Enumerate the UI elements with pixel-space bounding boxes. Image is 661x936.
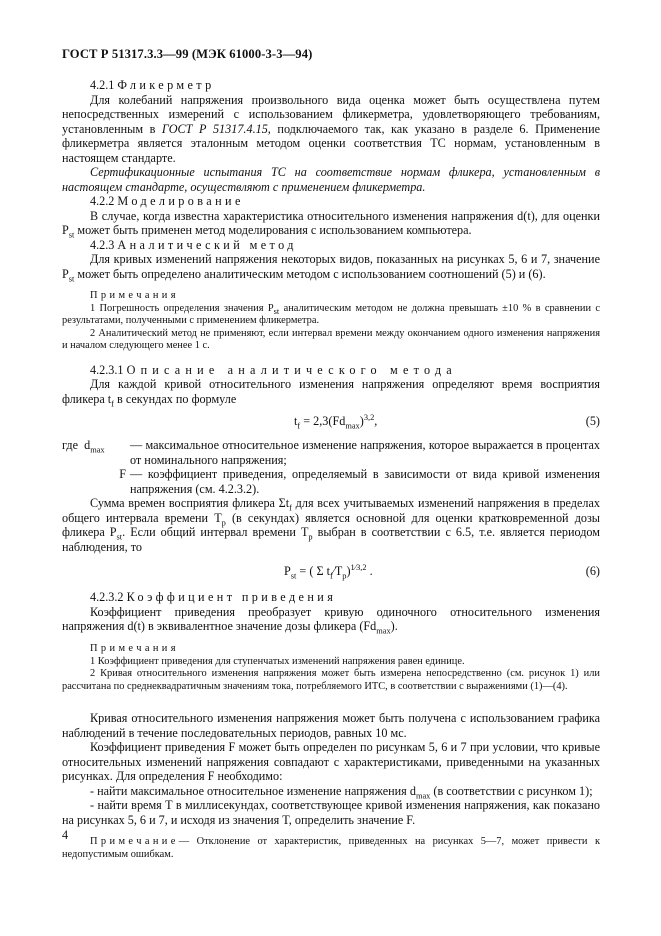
section-4-2-1-text: Для колебаний напряжения произвольного вида оценка может быть осуществлена путем непосредственных измерений с использованием фликерметра, удовлетворяющего требованиям, установленным в ГОСТ Р 51317.4.15, подключаемого так, как указано в разделе 6. Применение фликерметра является эталонным методом оценки соответствия ТС нормам, установленным в настоящем стандарте. <box>62 92 601 165</box>
definition-row: где $d_{max}$ — максимальное относительное изменение напряжения, которое выражается в процентах от номинального напряжения; <box>62 438 600 467</box>
definition-row: F — коэффициент приведения, определяемый в зависимости от вида кривой изменения напряжения (см. 4.2.3.2). <box>119 467 600 496</box>
section-4-2-3-1-text: Для каждой кривой относительного изменения напряжения определяют время восприятия фликера $t_f$ в секундах по формуле <box>62 377 600 409</box>
section-title: Фликерметр <box>117 78 215 92</box>
sum-paragraph: Сумма времен восприятия фликера $\Sigma t_f$ для всех учитываемых изменений напряжения в пределах общего интервала времени $T_p$ (в секундах) является основной для оценки кратковременной дозы фликера $P_{st}$. Если общий интервал времени $T_p$ выбран в соответствии с 6.5, т.е. является периодом наблюдения, то <box>62 496 600 554</box>
note-item: 1 Коэффициент приведения для ступенчатых изменений напряжения равен единице. <box>90 655 465 667</box>
standard-reference: ГОСТ Р 51317.4.15, <box>161 121 271 136</box>
page-number: 4 <box>62 828 69 842</box>
equation-number: (6) <box>585 564 600 579</box>
note-item: 1 Погрешность определения значения $P_{st}$ аналитическим методом не должна превышать ±10 % в сравнении с результатами, полученными с применением фликерметра. <box>62 302 600 327</box>
section-4-2-3-heading: 4.2.3 Аналитический метод <box>90 237 297 252</box>
notes-title: Примечания <box>90 642 179 654</box>
equation-number: (5) <box>585 414 600 429</box>
equation-6 <box>62 564 600 582</box>
section-number: 4.2.1 <box>90 78 115 92</box>
certification-note: Сертификационные испытания ТС на соответствие нормам фликера, установленным в настоящем стандарте, осуществляют с применением фликерметра. <box>62 165 600 194</box>
note-item: 2 Аналитический метод не применяют, если интервал времени между окончанием одного изменения напряжения и началом следующего менее 1 с. <box>62 327 600 352</box>
equation-5 <box>62 414 600 432</box>
page-header: ГОСТ Р 51317.3.3—99 (МЭК 61000-3-3—94) <box>62 47 313 61</box>
section-4-2-3-1-heading: 4.2.3.1 Описание аналитического метода <box>90 362 457 377</box>
formula: $P_{st}$ = ( Σ $t_f⁄T_p)^{1⁄3,2}$ . <box>284 563 373 581</box>
bullet-item: - найти время T в миллисекундах, соответствующее кривой изменения напряжения, как показано на рисунках 5, 6 и 7, и исходя из значения T, определить значение F. <box>62 798 600 827</box>
section-4-2-2-heading: 4.2.2 Моделирование <box>90 194 244 208</box>
final-note: Примечание— Отклонение от характеристик, приведенных на рисунках 5—7, может привести к недопустимым ошибкам. <box>62 836 600 860</box>
bullet-item: - найти максимальное относительное изменение напряжения $d_{max}$ (в соответствии с рисунком 1); <box>90 783 593 801</box>
body-column <box>62 78 600 862</box>
section-4-2-3-text: Для кривых изменений напряжения некоторых видов, показанных на рисунках 5, 6 и 7, значение $P_{st}$ может быть определено аналитическим методом с использованием соотношений (5) и (6). <box>62 252 600 283</box>
section-4-2-3-2-heading: 4.2.3.2 Коэффициент приведения <box>90 590 337 605</box>
section-4-2-3-2-text: Коэффициент приведения преобразует кривую одиночного относительного изменения напряжения d(t) в эквивалентное значение дозы фликера $(Fd_{max})$. <box>62 604 600 636</box>
section-4-2-1-heading <box>62 78 600 93</box>
note-item: 2 Кривая относительного изменения напряжения может быть измерена непосредственно (см. рисунок 1) или рассчитана по среднеквадратичным значениям тока, потребляемого ИТС, в соответствии с выражениями (1)—(4). <box>62 668 600 692</box>
definitions <box>62 438 600 496</box>
formula: $t_f = 2,3(Fd_{max})^{3,2}$, <box>294 413 378 431</box>
notes-title: Примечания <box>90 290 179 301</box>
section-4-2-2-text: В случае, когда известна характеристика относительного изменения напряжения d(t), для оценки $P_{st}$ может быть применен метод моделирования с использованием компьютера. <box>62 208 600 240</box>
coefficient-paragraph: Коэффициент приведения F может быть определен по рисункам 5, 6 и 7 при условии, что кривые относительных изменений напряжения совпадают с характеристиками, приведенными на указанных рисунках. Для определения F необходимо: <box>62 740 600 784</box>
curve-paragraph: Кривая относительного изменения напряжения может быть получена с использованием графика наблюдений в течение последовательных периодов, равных 10 мс. <box>62 711 600 740</box>
